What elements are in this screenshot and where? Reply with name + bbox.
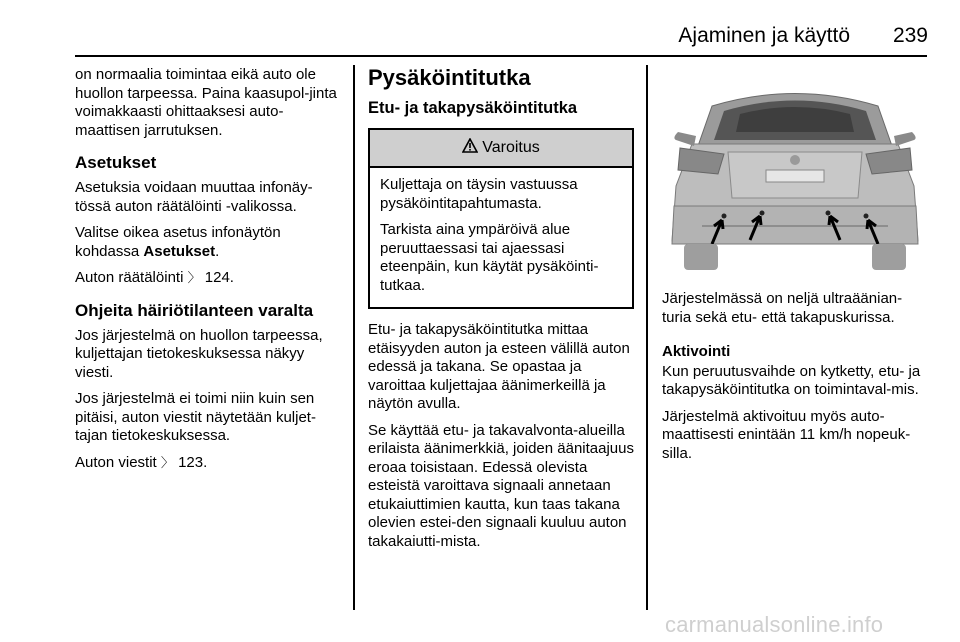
running-header: Ajaminen ja käyttö	[678, 24, 850, 47]
paragraph: Kun peruutusvaihde on kytketty, etu- ja takapysäköintitutka on toimintaval-mis.	[662, 362, 921, 398]
car-rear-illustration	[662, 66, 928, 276]
column-divider-2	[646, 65, 648, 610]
page-ref[interactable]: 123.	[178, 453, 208, 471]
paragraph: Jos järjestelmä on huollon tarpeessa, kuljettajan tietokeskuksessa näkyy viesti.	[75, 326, 323, 381]
chevron-right-icon: 〉	[187, 270, 201, 285]
column-1	[75, 66, 343, 480]
text: Valitse oikea asetus infonäytön kohdassa	[75, 224, 281, 260]
paragraph: Tarkista aina ympäröivä alue peruuttaessasi tai ajaessasi eteenpäin, kun käytät pysäköinti-tutkaa.	[380, 221, 599, 294]
warning-title: Varoitus	[482, 138, 540, 156]
text: Auton räätälöinti	[75, 269, 184, 286]
paragraph	[75, 224, 343, 261]
column-2	[368, 64, 634, 559]
watermark: carmanualsonline.info	[665, 612, 884, 637]
bold-term: Asetukset	[143, 242, 216, 260]
warning-header	[370, 130, 632, 168]
page-ref[interactable]: 124.	[204, 269, 234, 286]
warning-triangle-icon	[462, 138, 478, 159]
paragraph: Asetuksia voidaan muuttaa infonäy-tössä auton räätälöinti -valikossa.	[75, 179, 313, 215]
paragraph: Kuljettaja on täysin vastuussa pysäköintitapahtumasta.	[380, 176, 578, 212]
warning-box	[368, 128, 634, 309]
chevron-right-icon: 〉	[160, 454, 174, 470]
column-3	[662, 290, 928, 471]
text: Auton viestit	[75, 453, 157, 471]
paragraph: on normaalia toimintaa eikä auto ole huollon tarpeessa. Paina kaasupol-jinta voimakkaasti ohittaaksesi auto-maattisen jarrutuksen.	[75, 66, 337, 139]
paragraph-crossref	[75, 454, 343, 473]
heading-fault: Ohjeita häiriötilanteen varalta	[75, 300, 314, 320]
heading-settings: Asetukset	[75, 153, 157, 172]
text: .	[215, 242, 220, 260]
paragraph: Jos järjestelmä ei toimi niin kuin sen pitäisi, auton viestit näytetään kuljet-tajan tietokeskuksessa.	[75, 390, 316, 444]
paragraph: Järjestelmässä on neljä ultraäänian-turia sekä etu- että takapuskurissa.	[662, 290, 903, 326]
warning-body	[370, 168, 632, 307]
page-number: 239	[892, 24, 928, 47]
column-divider-1	[353, 65, 355, 610]
heading-activation: Aktivointi	[662, 343, 731, 360]
paragraph: Järjestelmä aktivoituu myös auto-maattisesti enintään 11 km/h nopeuk-silla.	[662, 407, 911, 462]
paragraph: Se käyttää etu- ja takavalvonta-alueilla erilaista äänimerkkiä, joiden äänitaajuus eroaa toisistaan. Edessä olevista esteistä varoittava signaali annetaan etukaiuttimien kautta, kun taas takana olevien estei-den signaali kuuluu auton takakaiutti-mista.	[368, 421, 634, 550]
paragraph: Etu- ja takapysäköintitutka mittaa etäisyyden auton ja esteen välillä auton edessä ja takana. Se opastaa ja varoittaa kuljettajaa äänimerkeillä ja näytön avulla.	[368, 321, 630, 412]
subsection-title: Etu- ja takapysäköintitutka	[368, 99, 578, 117]
paragraph-crossref	[75, 269, 343, 288]
header-rule	[75, 55, 927, 57]
section-title: Pysäköintitutka	[368, 65, 531, 90]
